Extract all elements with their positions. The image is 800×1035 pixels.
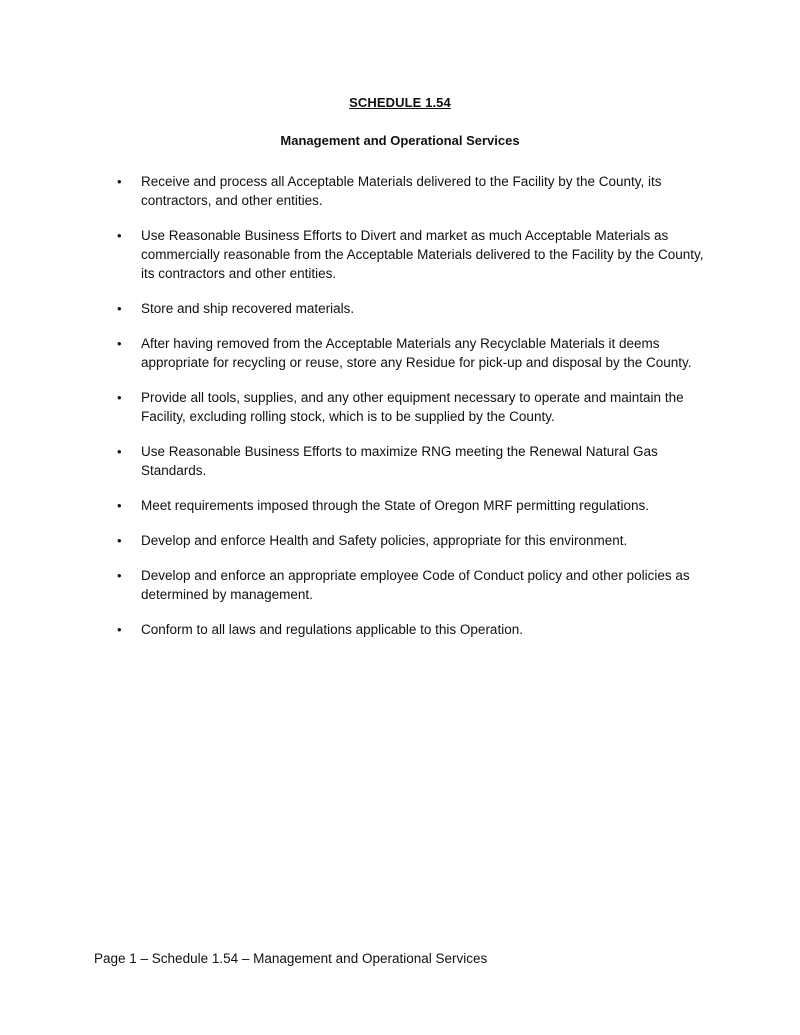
list-item-text: Develop and enforce an appropriate employee Code of Conduct policy and other policies as determined by management.: [141, 568, 690, 602]
list-item: [114, 566, 704, 604]
list-item-text: Use Reasonable Business Efforts to Divert and market as much Acceptable Materials as commercially reasonable from the Acceptable Materials delivered to the Facility by the County, its contractors and other entities.: [141, 228, 704, 281]
list-item: [114, 299, 704, 318]
list-item-text: Meet requirements imposed through the State of Oregon MRF permitting regulations.: [141, 498, 650, 513]
list-item-text: Develop and enforce Health and Safety policies, appropriate for this environment.: [141, 533, 628, 548]
list-item-text: Conform to all laws and regulations applicable to this Operation.: [141, 622, 523, 637]
list-item: [114, 496, 704, 515]
bullet-icon: •: [117, 622, 122, 637]
bullet-icon: •: [117, 336, 122, 351]
list-item: [114, 531, 704, 550]
list-item: [114, 172, 704, 210]
schedule-subtitle: Management and Operational Services: [280, 133, 520, 148]
services-list: [114, 172, 704, 655]
schedule-title: SCHEDULE 1.54: [349, 95, 451, 110]
list-item: [114, 388, 704, 426]
list-item: [114, 226, 704, 283]
bullet-icon: •: [117, 444, 122, 459]
page-footer: Page 1 – Schedule 1.54 – Management and Operational Services: [94, 951, 488, 966]
list-item-text: Receive and process all Acceptable Materials delivered to the Facility by the County, its contractors, and other entities.: [141, 174, 662, 208]
list-item-text: Provide all tools, supplies, and any other equipment necessary to operate and maintain the Facility, excluding rolling stock, which is to be supplied by the County.: [141, 390, 684, 424]
bullet-icon: •: [117, 228, 122, 243]
bullet-icon: •: [117, 568, 122, 583]
list-item-text: After having removed from the Acceptable Materials any Recyclable Materials it deems appropriate for recycling or reuse, store any Residue for pick-up and disposal by the County.: [141, 336, 692, 370]
bullet-icon: •: [117, 301, 122, 316]
bullet-icon: •: [117, 533, 122, 548]
list-item: [114, 620, 704, 639]
list-item-text: Store and ship recovered materials.: [141, 301, 355, 316]
bullet-icon: •: [117, 498, 122, 513]
bullet-icon: •: [117, 174, 122, 189]
list-item-text: Use Reasonable Business Efforts to maximize RNG meeting the Renewal Natural Gas Standards.: [141, 444, 658, 478]
list-item: [114, 442, 704, 480]
list-item: [114, 334, 704, 372]
bullet-icon: •: [117, 390, 122, 405]
